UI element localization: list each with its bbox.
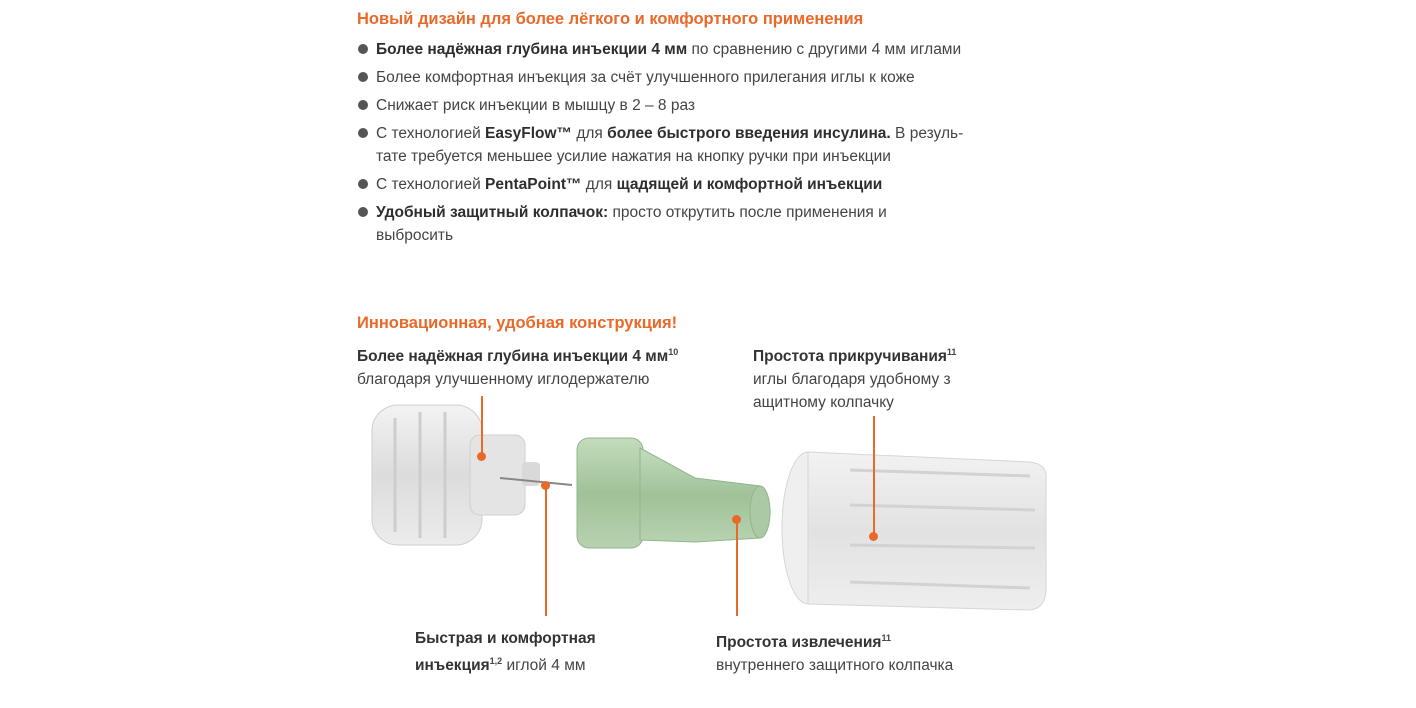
callout-text: внутреннего защитного колпачка (716, 657, 954, 675)
callout-title: Простота извлечения (716, 634, 882, 652)
bullet-text: Более комфортная инъекция за счёт улучшенного прилегания иглы к коже (376, 69, 915, 86)
bullet-text: С технологией (376, 176, 486, 193)
bullet-text: В резуль- (890, 125, 964, 142)
callout-title: инъекция (415, 657, 490, 675)
bullet-bold: Более надёжная глубина инъекции 4 мм (376, 41, 688, 58)
callout-remove (716, 627, 953, 677)
bullet-text: по сравнению с другими 4 мм иглами (687, 41, 962, 58)
callout-text: ащитному колпачку (753, 394, 894, 412)
callout-screw (753, 341, 956, 414)
callout-text: благодаря улучшенному иглодержателю (357, 371, 650, 389)
inner-cap-image (577, 438, 770, 548)
callout-depth (357, 341, 678, 391)
bullet-text: тате требуется меньшее усилие нажатия на кнопку ручки при инъекции (376, 148, 891, 165)
pointer-line (736, 520, 738, 616)
callout-title: Быстрая и комфортная (415, 630, 596, 647)
callout-text: иглы благодаря удобному з (753, 371, 951, 389)
pointer-dot (477, 452, 486, 461)
bullet-bold: Удобный защитный колпачок: (376, 204, 609, 221)
bullet-text: просто открутить после применения и (608, 204, 887, 221)
section-heading-construction: Инновационная, удобная конструкция! (357, 314, 678, 332)
outer-cap-image (782, 452, 1046, 610)
pointer-line (481, 396, 483, 456)
footnote-ref: 1,2 (489, 656, 503, 666)
callout-title: Простота прикручивания (753, 348, 947, 366)
pointer-dot (869, 532, 878, 541)
bullet-bold: PentaPoint™ (485, 176, 582, 193)
bullet-text: для (572, 125, 608, 142)
bullet-text: С технологией (376, 125, 486, 142)
bullet-bold: EasyFlow™ (485, 125, 573, 142)
footnote-ref: 10 (668, 347, 679, 357)
callout-fast (415, 627, 596, 677)
bullet-bold: щадящей и комфортной инъекции (616, 176, 883, 193)
callout-title: Более надёжная глубина инъекции 4 мм (357, 348, 669, 366)
pointer-dot (541, 481, 550, 490)
pointer-line (873, 416, 875, 536)
bullet-bold: более быстрого введения инсулина. (607, 125, 891, 142)
pointer-dot (732, 515, 741, 524)
bullet-text: Снижает риск инъекции в мышцу в 2 – 8 раз (376, 97, 696, 114)
needle-hub-image (372, 405, 572, 545)
callout-text: иглой 4 мм (502, 657, 586, 675)
bullet-text: выбросить (376, 227, 454, 244)
bullet-text: для (581, 176, 617, 193)
footnote-ref: 11 (946, 347, 957, 357)
pointer-line (545, 486, 547, 616)
section-heading-design: Новый дизайн для более лёгкого и комфортного применения (357, 10, 864, 28)
footnote-ref: 11 (881, 633, 891, 643)
